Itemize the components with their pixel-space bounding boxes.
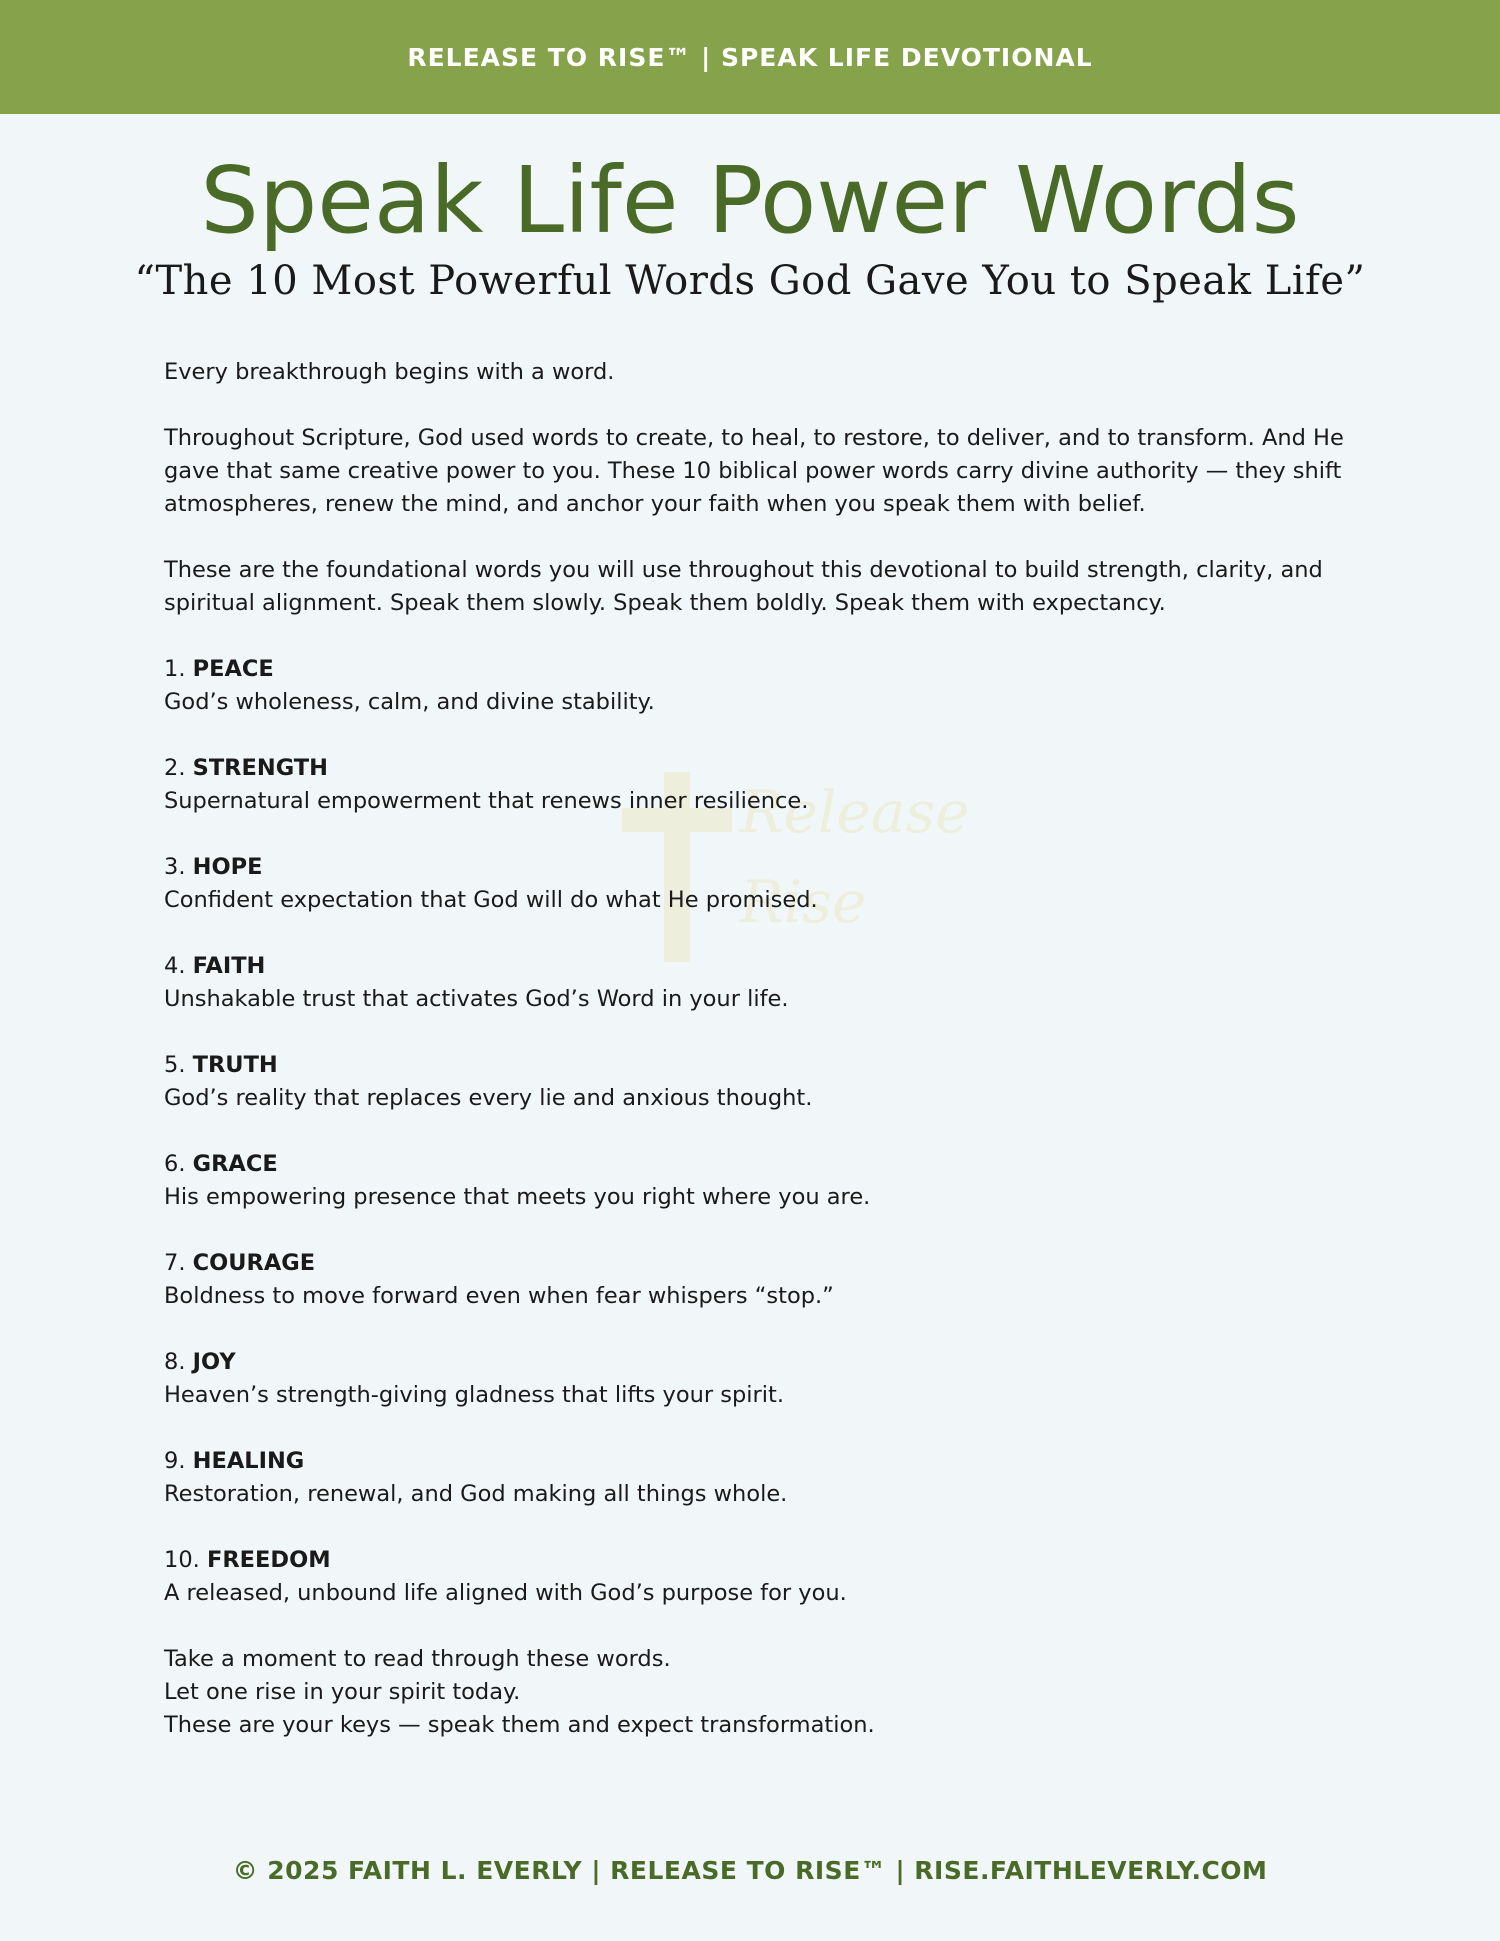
power-word-item	[164, 1346, 1344, 1412]
power-word-number: 2.	[164, 755, 186, 781]
power-word-heading	[164, 1544, 1344, 1577]
devotional-body	[164, 356, 1344, 1742]
power-word-item	[164, 1049, 1344, 1115]
power-word-description: Boldness to move forward even when fear whispers “stop.”	[164, 1283, 834, 1309]
power-word-number: 9.	[164, 1448, 186, 1474]
header-banner-text: RELEASE TO RISE™ | SPEAK LIFE DEVOTIONAL	[407, 42, 1093, 72]
power-word-item	[164, 851, 1344, 917]
watermark-text-release: Release	[740, 778, 970, 846]
intro-paragraph: These are the foundational words you will use throughout this devotional to build strength, clarity, and spiritual alignment. Speak them slowly. Speak them boldly. Speak them with expectancy.	[164, 557, 1323, 616]
power-word-item	[164, 1148, 1344, 1214]
power-word-heading	[164, 653, 1344, 686]
power-word-description: God’s reality that replaces every lie and anxious thought.	[164, 1085, 813, 1111]
power-word-heading	[164, 1049, 1344, 1082]
power-word-number: 1.	[164, 656, 186, 682]
page-title: Speak Life Power Words	[200, 147, 1300, 254]
footer-copyright: © 2025 FAITH L. EVERLY | RELEASE TO RISE™ | RISE.FAITHLEVERLY.COM	[232, 1856, 1268, 1885]
power-word-item	[164, 752, 1344, 818]
power-word-description: Heaven’s strength-giving gladness that lifts your spirit.	[164, 1382, 785, 1408]
power-word-heading	[164, 1148, 1344, 1181]
power-word-description: Supernatural empowerment that renews inner resilience.	[164, 788, 809, 814]
power-word: HEALING	[192, 1448, 305, 1474]
header-banner	[0, 0, 1500, 114]
closing-line: Take a moment to read through these words.	[164, 1646, 671, 1672]
power-word-description: Unshakable trust that activates God’s Word in your life.	[164, 986, 789, 1012]
power-word: COURAGE	[192, 1250, 316, 1276]
power-word-heading	[164, 950, 1344, 983]
power-word-number: 5.	[164, 1052, 186, 1078]
page-subtitle: “The 10 Most Powerful Words God Gave You to Speak Life”	[134, 258, 1366, 304]
power-word-heading	[164, 1247, 1344, 1280]
power-word-heading	[164, 1346, 1344, 1379]
power-word-item	[164, 950, 1344, 1016]
power-word-heading	[164, 752, 1344, 785]
power-word-description: His empowering presence that meets you right where you are.	[164, 1184, 871, 1210]
closing-line: Let one rise in your spirit today.	[164, 1679, 521, 1705]
power-word: HOPE	[192, 854, 263, 880]
power-word-heading	[164, 1445, 1344, 1478]
power-word-item	[164, 653, 1344, 719]
power-word-heading	[164, 851, 1344, 884]
power-word: STRENGTH	[192, 755, 328, 781]
watermark-text-rise: Rise	[740, 868, 867, 936]
power-word: GRACE	[192, 1151, 278, 1177]
power-word: JOY	[192, 1349, 236, 1375]
power-word-item	[164, 1247, 1344, 1313]
power-word-number: 3.	[164, 854, 186, 880]
power-word-number: 7.	[164, 1250, 186, 1276]
power-word-description: A released, unbound life aligned with God’s purpose for you.	[164, 1580, 847, 1606]
power-word: FAITH	[192, 953, 266, 979]
power-word: TRUTH	[192, 1052, 278, 1078]
power-word-number: 8.	[164, 1349, 186, 1375]
power-word-item	[164, 1445, 1344, 1511]
power-word-description: God’s wholeness, calm, and divine stability.	[164, 689, 655, 715]
power-word: FREEDOM	[206, 1547, 331, 1573]
power-word-number: 4.	[164, 953, 186, 979]
closing-line: These are your keys — speak them and expect transformation.	[164, 1712, 875, 1738]
intro-paragraph: Throughout Scripture, God used words to create, to heal, to restore, to deliver, and to transform. And He gave that same creative power to you. These 10 biblical power words carry divine authority — they shift atmospheres, renew the mind, and anchor your faith when you speak them with belief.	[164, 425, 1344, 517]
power-word-description: Restoration, renewal, and God making all things whole.	[164, 1481, 788, 1507]
power-word: PEACE	[192, 656, 274, 682]
power-word-number: 6.	[164, 1151, 186, 1177]
power-word-number: 10.	[164, 1547, 200, 1573]
power-word-item	[164, 1544, 1344, 1610]
power-word-description: Confident expectation that God will do what He promised.	[164, 887, 818, 913]
intro-paragraph: Every breakthrough begins with a word.	[164, 359, 615, 385]
